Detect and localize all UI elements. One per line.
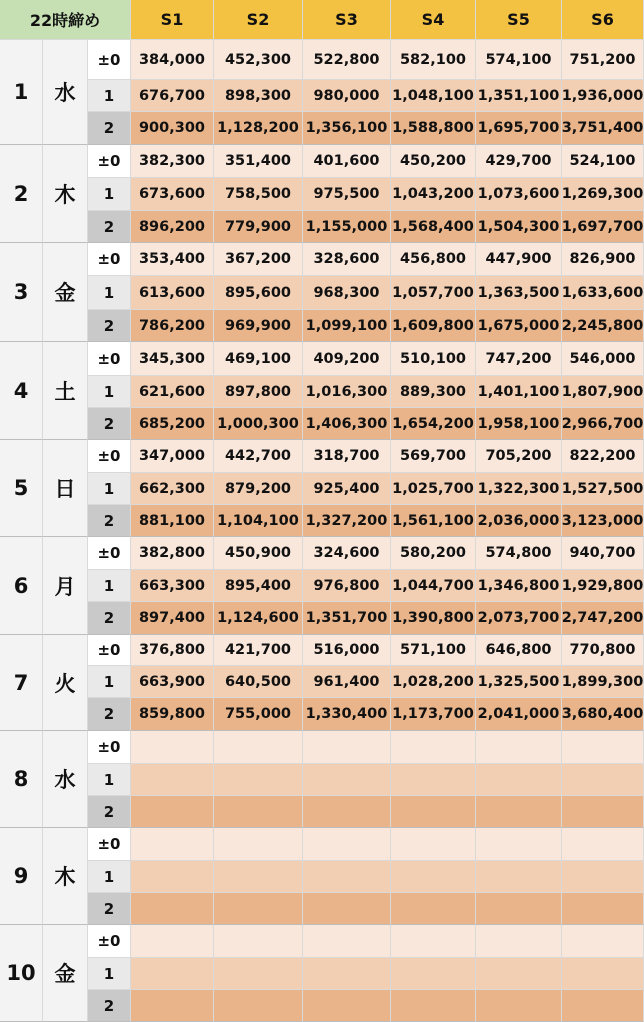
- row-label: ±0: [88, 40, 131, 80]
- value-cell[interactable]: 1,958,100: [476, 408, 562, 440]
- value-cell[interactable]: [131, 828, 214, 861]
- value-cell[interactable]: 1,807,900: [562, 376, 644, 408]
- value-cell[interactable]: [391, 925, 476, 958]
- row-label: ±0: [88, 537, 131, 570]
- value-cell[interactable]: 1,028,200: [391, 666, 476, 698]
- value-cell[interactable]: [131, 925, 214, 958]
- value-cell[interactable]: [476, 990, 562, 1022]
- value-cell[interactable]: 1,124,600: [214, 602, 303, 635]
- row-label: 2: [88, 990, 131, 1022]
- value-cell[interactable]: 980,000: [303, 80, 391, 112]
- value-cell[interactable]: 1,048,100: [391, 80, 476, 112]
- value-cell[interactable]: [562, 828, 644, 861]
- value-cell[interactable]: 1,899,300: [562, 666, 644, 698]
- value-cell[interactable]: 779,900: [214, 211, 303, 243]
- weekday-label: 木: [43, 828, 88, 925]
- column-header[interactable]: S2: [214, 0, 303, 40]
- value-cell[interactable]: 1,346,800: [476, 570, 562, 602]
- value-cell[interactable]: 613,600: [131, 276, 214, 310]
- value-cell[interactable]: [476, 893, 562, 925]
- value-cell[interactable]: 510,100: [391, 342, 476, 376]
- value-cell[interactable]: 1,099,100: [303, 310, 391, 342]
- day-number: 4: [0, 342, 43, 440]
- column-header[interactable]: S6: [562, 0, 644, 40]
- value-cell[interactable]: 3,751,400: [562, 112, 644, 145]
- value-cell[interactable]: 900,300: [131, 112, 214, 145]
- value-cell[interactable]: 574,100: [476, 40, 562, 80]
- row-label: 1: [88, 764, 131, 796]
- value-cell[interactable]: 925,400: [303, 473, 391, 505]
- value-cell[interactable]: [214, 893, 303, 925]
- value-cell[interactable]: 1,351,700: [303, 602, 391, 635]
- value-cell[interactable]: 2,747,200: [562, 602, 644, 635]
- value-cell[interactable]: 546,000: [562, 342, 644, 376]
- value-cell[interactable]: 2,245,800: [562, 310, 644, 342]
- value-cell[interactable]: 1,330,400: [303, 698, 391, 731]
- value-cell[interactable]: 353,400: [131, 243, 214, 276]
- value-cell[interactable]: 770,800: [562, 635, 644, 666]
- value-cell[interactable]: [131, 990, 214, 1022]
- row-label: 1: [88, 178, 131, 211]
- value-cell[interactable]: 1,269,300: [562, 178, 644, 211]
- value-cell[interactable]: 1,073,600: [476, 178, 562, 211]
- value-cell[interactable]: 1,363,500: [476, 276, 562, 310]
- value-cell[interactable]: 968,300: [303, 276, 391, 310]
- value-cell[interactable]: [131, 861, 214, 893]
- value-cell[interactable]: [214, 796, 303, 828]
- value-cell[interactable]: 1,351,100: [476, 80, 562, 112]
- value-cell[interactable]: 663,300: [131, 570, 214, 602]
- day-number: 10: [0, 925, 43, 1022]
- value-cell[interactable]: 889,300: [391, 376, 476, 408]
- row-label: ±0: [88, 440, 131, 473]
- value-cell[interactable]: 2,041,000: [476, 698, 562, 731]
- value-cell[interactable]: 751,200: [562, 40, 644, 80]
- value-cell[interactable]: 1,043,200: [391, 178, 476, 211]
- value-cell[interactable]: 1,025,700: [391, 473, 476, 505]
- row-label: 2: [88, 505, 131, 537]
- value-cell[interactable]: 429,700: [476, 145, 562, 178]
- value-cell[interactable]: 442,700: [214, 440, 303, 473]
- row-label: 2: [88, 112, 131, 145]
- value-cell[interactable]: [303, 893, 391, 925]
- value-cell[interactable]: 705,200: [476, 440, 562, 473]
- day-number: 5: [0, 440, 43, 537]
- value-cell[interactable]: 898,300: [214, 80, 303, 112]
- value-cell[interactable]: 1,044,700: [391, 570, 476, 602]
- value-cell[interactable]: 574,800: [476, 537, 562, 570]
- value-cell[interactable]: 1,527,500: [562, 473, 644, 505]
- row-label: ±0: [88, 925, 131, 958]
- value-cell[interactable]: [391, 861, 476, 893]
- row-label: ±0: [88, 342, 131, 376]
- row-label: ±0: [88, 635, 131, 666]
- row-label: 2: [88, 602, 131, 635]
- value-cell[interactable]: [391, 828, 476, 861]
- value-cell[interactable]: 469,100: [214, 342, 303, 376]
- value-cell[interactable]: 640,500: [214, 666, 303, 698]
- value-cell[interactable]: [476, 958, 562, 990]
- day-number: 6: [0, 537, 43, 635]
- row-label: ±0: [88, 828, 131, 861]
- value-cell[interactable]: 1,654,200: [391, 408, 476, 440]
- row-label: 2: [88, 698, 131, 731]
- value-cell[interactable]: 1,568,400: [391, 211, 476, 243]
- value-cell[interactable]: 755,000: [214, 698, 303, 731]
- value-cell[interactable]: [476, 796, 562, 828]
- row-label: 1: [88, 958, 131, 990]
- weekday-label: 水: [43, 731, 88, 828]
- value-cell[interactable]: [476, 828, 562, 861]
- value-cell[interactable]: [562, 764, 644, 796]
- value-cell[interactable]: 662,300: [131, 473, 214, 505]
- value-cell[interactable]: 347,000: [131, 440, 214, 473]
- value-cell[interactable]: 328,600: [303, 243, 391, 276]
- value-cell[interactable]: 582,100: [391, 40, 476, 80]
- value-cell[interactable]: [214, 958, 303, 990]
- value-cell[interactable]: [303, 925, 391, 958]
- value-cell[interactable]: 452,300: [214, 40, 303, 80]
- value-cell[interactable]: 895,600: [214, 276, 303, 310]
- value-cell[interactable]: [562, 731, 644, 764]
- value-cell[interactable]: 1,695,700: [476, 112, 562, 145]
- value-cell[interactable]: [214, 990, 303, 1022]
- value-cell[interactable]: 569,700: [391, 440, 476, 473]
- row-label: ±0: [88, 731, 131, 764]
- value-cell[interactable]: [391, 990, 476, 1022]
- row-label: 1: [88, 861, 131, 893]
- value-cell[interactable]: 940,700: [562, 537, 644, 570]
- value-cell[interactable]: 975,500: [303, 178, 391, 211]
- value-cell[interactable]: [131, 796, 214, 828]
- value-cell[interactable]: 879,200: [214, 473, 303, 505]
- value-cell[interactable]: 367,200: [214, 243, 303, 276]
- weekday-label: 日: [43, 440, 88, 537]
- value-cell[interactable]: [476, 764, 562, 796]
- value-cell[interactable]: [303, 990, 391, 1022]
- value-cell[interactable]: 324,600: [303, 537, 391, 570]
- value-cell[interactable]: [476, 861, 562, 893]
- value-cell[interactable]: 450,900: [214, 537, 303, 570]
- row-label: ±0: [88, 243, 131, 276]
- value-cell[interactable]: 1,016,300: [303, 376, 391, 408]
- value-cell[interactable]: 1,128,200: [214, 112, 303, 145]
- value-cell[interactable]: [562, 958, 644, 990]
- day-number: 2: [0, 145, 43, 243]
- value-cell[interactable]: [214, 861, 303, 893]
- value-cell[interactable]: [391, 958, 476, 990]
- value-cell[interactable]: 1,401,100: [476, 376, 562, 408]
- value-cell[interactable]: 382,800: [131, 537, 214, 570]
- value-cell[interactable]: 1,327,200: [303, 505, 391, 537]
- value-cell[interactable]: [131, 958, 214, 990]
- day-number: 9: [0, 828, 43, 925]
- value-cell[interactable]: [303, 764, 391, 796]
- value-cell[interactable]: [476, 731, 562, 764]
- value-cell[interactable]: 1,936,000: [562, 80, 644, 112]
- value-cell[interactable]: 881,100: [131, 505, 214, 537]
- value-cell[interactable]: 1,561,100: [391, 505, 476, 537]
- value-cell[interactable]: [562, 990, 644, 1022]
- value-cell[interactable]: 516,000: [303, 635, 391, 666]
- value-cell[interactable]: 895,400: [214, 570, 303, 602]
- value-cell[interactable]: 571,100: [391, 635, 476, 666]
- value-cell[interactable]: [214, 925, 303, 958]
- value-cell[interactable]: 345,300: [131, 342, 214, 376]
- value-cell[interactable]: 1,356,100: [303, 112, 391, 145]
- value-cell[interactable]: 822,200: [562, 440, 644, 473]
- value-cell[interactable]: [391, 893, 476, 925]
- value-cell[interactable]: 524,100: [562, 145, 644, 178]
- value-cell[interactable]: 747,200: [476, 342, 562, 376]
- value-cell[interactable]: 1,155,000: [303, 211, 391, 243]
- row-label: 1: [88, 570, 131, 602]
- value-cell[interactable]: [303, 796, 391, 828]
- value-cell[interactable]: [391, 731, 476, 764]
- weekday-label: 金: [43, 243, 88, 342]
- weekday-label: 火: [43, 635, 88, 731]
- value-cell[interactable]: 351,400: [214, 145, 303, 178]
- value-cell[interactable]: 786,200: [131, 310, 214, 342]
- row-label: 2: [88, 408, 131, 440]
- value-cell[interactable]: 673,600: [131, 178, 214, 211]
- value-cell[interactable]: 409,200: [303, 342, 391, 376]
- weekday-label: 金: [43, 925, 88, 1022]
- value-cell[interactable]: 1,929,800: [562, 570, 644, 602]
- day-number: 7: [0, 635, 43, 731]
- value-cell[interactable]: 1,504,300: [476, 211, 562, 243]
- value-cell[interactable]: 1,322,300: [476, 473, 562, 505]
- value-cell[interactable]: 1,633,600: [562, 276, 644, 310]
- day-number: 1: [0, 40, 43, 145]
- value-cell[interactable]: [214, 731, 303, 764]
- weekday-label: 土: [43, 342, 88, 440]
- value-cell[interactable]: 826,900: [562, 243, 644, 276]
- value-cell[interactable]: 676,700: [131, 80, 214, 112]
- value-cell[interactable]: [562, 925, 644, 958]
- value-cell[interactable]: [131, 731, 214, 764]
- value-cell[interactable]: 2,966,700: [562, 408, 644, 440]
- value-cell[interactable]: 447,900: [476, 243, 562, 276]
- value-cell[interactable]: 969,900: [214, 310, 303, 342]
- weekday-label: 木: [43, 145, 88, 243]
- value-cell[interactable]: [214, 764, 303, 796]
- value-cell[interactable]: [391, 764, 476, 796]
- value-cell[interactable]: 382,300: [131, 145, 214, 178]
- value-cell[interactable]: 1,000,300: [214, 408, 303, 440]
- value-cell[interactable]: 456,800: [391, 243, 476, 276]
- value-cell[interactable]: 1,675,000: [476, 310, 562, 342]
- value-cell[interactable]: [303, 828, 391, 861]
- value-cell[interactable]: 663,900: [131, 666, 214, 698]
- value-cell[interactable]: 318,700: [303, 440, 391, 473]
- value-cell[interactable]: 1,325,500: [476, 666, 562, 698]
- value-cell[interactable]: 1,173,700: [391, 698, 476, 731]
- row-label: 2: [88, 310, 131, 342]
- value-cell[interactable]: 976,800: [303, 570, 391, 602]
- weekday-label: 水: [43, 40, 88, 145]
- value-cell[interactable]: [562, 861, 644, 893]
- column-header[interactable]: S3: [303, 0, 391, 40]
- value-cell[interactable]: 1,406,300: [303, 408, 391, 440]
- value-cell[interactable]: 376,800: [131, 635, 214, 666]
- value-cell[interactable]: 1,104,100: [214, 505, 303, 537]
- value-cell[interactable]: [303, 861, 391, 893]
- row-label: 1: [88, 80, 131, 112]
- value-cell[interactable]: 522,800: [303, 40, 391, 80]
- day-number: 8: [0, 731, 43, 828]
- row-label: ±0: [88, 145, 131, 178]
- row-label: 2: [88, 893, 131, 925]
- row-label: 1: [88, 376, 131, 408]
- row-label: 1: [88, 276, 131, 310]
- day-number: 3: [0, 243, 43, 342]
- value-cell[interactable]: 897,400: [131, 602, 214, 635]
- value-cell[interactable]: 1,609,800: [391, 310, 476, 342]
- value-cell[interactable]: 450,200: [391, 145, 476, 178]
- value-cell[interactable]: 1,390,800: [391, 602, 476, 635]
- corner-label: 22時締め: [0, 0, 131, 40]
- value-cell[interactable]: 859,800: [131, 698, 214, 731]
- value-cell[interactable]: 1,697,700: [562, 211, 644, 243]
- column-header[interactable]: S4: [391, 0, 476, 40]
- value-cell[interactable]: 384,000: [131, 40, 214, 80]
- value-cell[interactable]: 758,500: [214, 178, 303, 211]
- value-cell[interactable]: 897,800: [214, 376, 303, 408]
- row-label: 2: [88, 211, 131, 243]
- value-cell[interactable]: [131, 764, 214, 796]
- column-header[interactable]: S5: [476, 0, 562, 40]
- value-cell[interactable]: 1,588,800: [391, 112, 476, 145]
- column-header[interactable]: S1: [131, 0, 214, 40]
- value-cell[interactable]: 896,200: [131, 211, 214, 243]
- value-cell[interactable]: 1,057,700: [391, 276, 476, 310]
- value-cell[interactable]: [303, 958, 391, 990]
- value-cell[interactable]: 2,073,700: [476, 602, 562, 635]
- value-cell[interactable]: 685,200: [131, 408, 214, 440]
- value-cell[interactable]: 421,700: [214, 635, 303, 666]
- value-cell[interactable]: 580,200: [391, 537, 476, 570]
- row-label: 2: [88, 796, 131, 828]
- value-cell[interactable]: [131, 893, 214, 925]
- value-cell[interactable]: 401,600: [303, 145, 391, 178]
- value-cell[interactable]: [476, 925, 562, 958]
- value-cell[interactable]: [562, 796, 644, 828]
- value-cell[interactable]: 621,600: [131, 376, 214, 408]
- value-cell[interactable]: 646,800: [476, 635, 562, 666]
- value-cell[interactable]: [214, 828, 303, 861]
- value-cell[interactable]: 3,680,400: [562, 698, 644, 731]
- row-label: 1: [88, 473, 131, 505]
- weekday-label: 月: [43, 537, 88, 635]
- value-cell[interactable]: [303, 731, 391, 764]
- row-label: 1: [88, 666, 131, 698]
- value-cell[interactable]: 961,400: [303, 666, 391, 698]
- value-cell[interactable]: [391, 796, 476, 828]
- value-cell[interactable]: 2,036,000: [476, 505, 562, 537]
- value-cell[interactable]: [562, 893, 644, 925]
- value-cell[interactable]: 3,123,000: [562, 505, 644, 537]
